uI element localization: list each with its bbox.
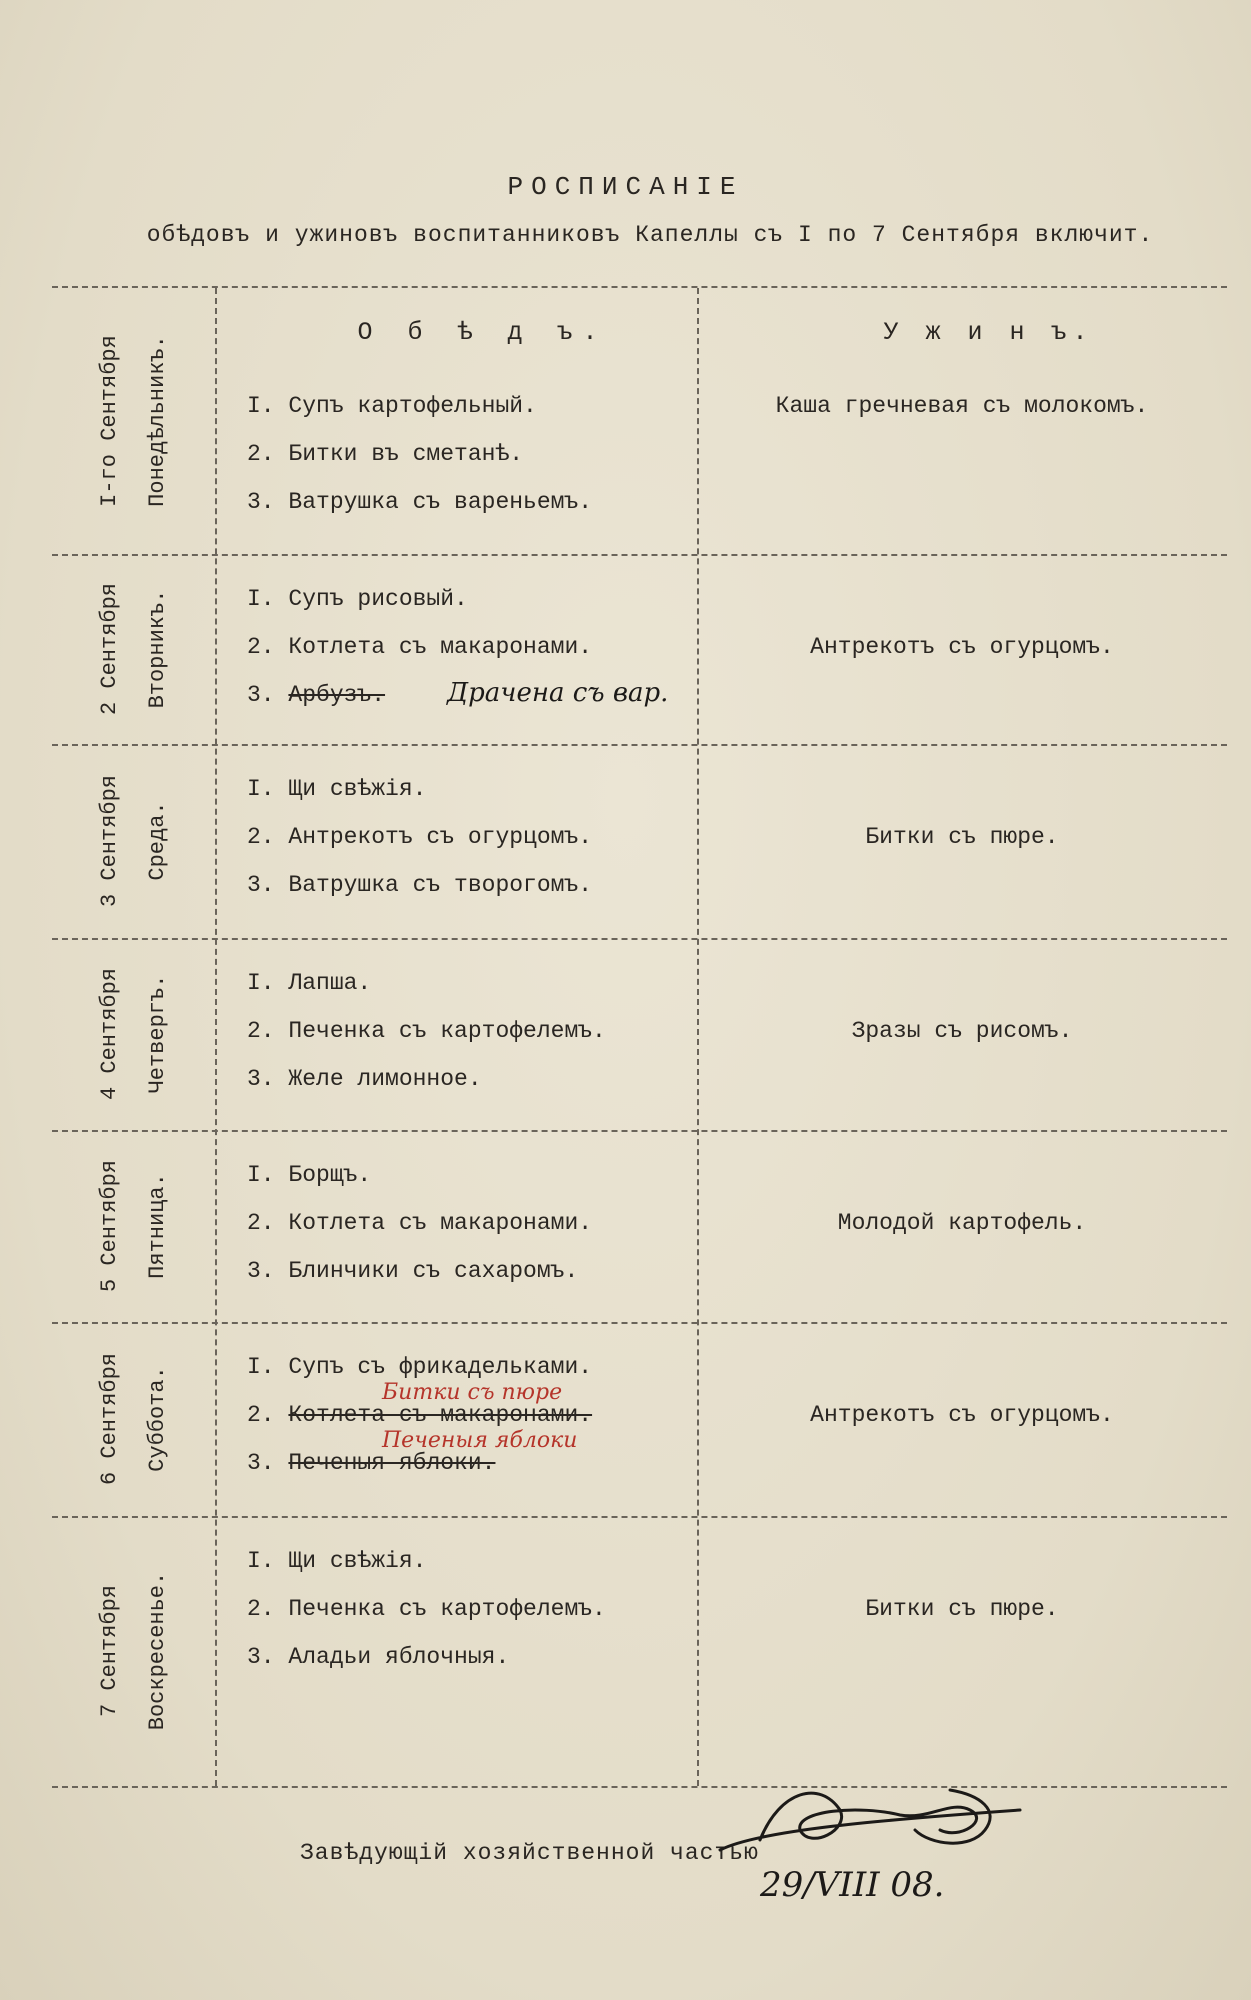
day-label — [86, 968, 182, 1100]
supper: Молодой картофель. — [837, 1210, 1087, 1236]
day-weekday: Пятница. — [144, 1173, 170, 1279]
supper: Антрекотъ съ огурцомъ. — [810, 634, 1114, 660]
dish-1: I. Щи свѣжія. — [247, 776, 427, 802]
day-cell — [52, 744, 215, 938]
header-lunch: О б ѣ д ъ. — [357, 318, 608, 347]
dish-1: I. Щи свѣжія. — [247, 1548, 427, 1574]
day-row-6 — [52, 1322, 1227, 1518]
dish-3: 3. Ватрушка съ творогомъ. — [247, 872, 593, 898]
struck-dish: Арбузъ. — [288, 682, 386, 708]
day-date: 7 Сентября — [96, 1584, 122, 1718]
handwritten-correction: Драчена съ вар. — [447, 678, 669, 708]
day-weekday: Понедѣльникъ. — [144, 335, 170, 507]
supper: Битки съ пюре. — [865, 824, 1059, 850]
dish-3: 3. Аладьи яблочныя. — [247, 1644, 510, 1670]
dish-1: I. Лапша. — [247, 970, 372, 996]
dish-2: 2. Битки въ сметанѣ. — [247, 441, 524, 467]
day-row-7 — [52, 1516, 1227, 1786]
dish-3: 3. Блинчики съ сахаромъ. — [247, 1258, 579, 1284]
dish-number: 2. — [247, 1402, 289, 1428]
handwritten-correction-red: Печеныя яблоки — [382, 1428, 578, 1453]
day-label — [86, 335, 182, 507]
day-date: 5 Сентября — [96, 1159, 122, 1293]
day-weekday: Среда. — [144, 801, 170, 881]
day-label — [86, 583, 182, 715]
dish-2: 2. Котлета съ макаронами. — [247, 634, 593, 660]
document-title: РОСПИСАНІЕ — [507, 172, 744, 202]
struck-dish: Печеныя яблоки. — [288, 1450, 496, 1476]
day-date: I-го Сентября — [96, 335, 122, 507]
day-label — [86, 1572, 182, 1730]
supper: Зразы съ рисомъ. — [851, 1018, 1073, 1044]
dish-3 — [247, 682, 385, 708]
dish-1: I. Супъ рисовый. — [247, 586, 468, 612]
day-weekday: Вторникъ. — [144, 589, 170, 709]
day-row-2 — [52, 554, 1227, 746]
day-cell — [52, 938, 215, 1130]
dish-2: 2. Антрекотъ съ огурцомъ. — [247, 824, 593, 850]
day-cell — [52, 288, 215, 554]
day-date: 6 Сентября — [96, 1352, 122, 1486]
signature-date: 29/VIII 08. — [760, 1865, 945, 1905]
day-date: 4 Сентября — [96, 967, 122, 1101]
document-subtitle: обѣдовъ и ужиновъ воспитанниковъ Капеллы съ I по 7 Сентября включит. — [146, 222, 1154, 248]
day-row-1 — [52, 288, 1227, 556]
handwritten-correction-red: Битки съ пюре — [382, 1380, 563, 1405]
supper: Антрекотъ съ огурцомъ. — [810, 1402, 1114, 1428]
dish-2: 2. Котлета съ макаронами. — [247, 1210, 593, 1236]
day-date: 3 Сентября — [96, 774, 122, 908]
dish-number: 3. — [247, 1450, 289, 1476]
day-row-4 — [52, 938, 1227, 1132]
day-weekday: Суббота. — [144, 1366, 170, 1472]
day-label — [86, 1160, 182, 1292]
dish-2: 2. Печенка съ картофелемъ. — [247, 1596, 606, 1622]
supper: Каша гречневая съ молокомъ. — [775, 393, 1149, 419]
dish-1: I. Борщъ. — [247, 1162, 372, 1188]
dish-3: 3. Желе лимонное. — [247, 1066, 482, 1092]
dish-3 — [247, 1450, 495, 1476]
dish-3: 3. Ватрушка съ вареньемъ. — [247, 489, 593, 515]
day-row-3 — [52, 744, 1227, 940]
supper: Битки съ пюре. — [865, 1596, 1059, 1622]
signature-scribble — [700, 1770, 1030, 1880]
struck-dish: Котлета съ макаронами. — [288, 1402, 593, 1428]
header-supper: У ж и н ъ. — [883, 318, 1094, 347]
day-row-5 — [52, 1130, 1227, 1324]
footer-signature-line: Завѣдующій хозяйственной частью — [300, 1840, 759, 1866]
day-weekday: Воскресенье. — [144, 1571, 170, 1731]
day-cell — [52, 1516, 215, 1786]
dish-2 — [247, 1402, 592, 1428]
dish-1: I. Супъ картофельный. — [247, 393, 537, 419]
day-label — [86, 775, 182, 907]
day-weekday: Четвергъ. — [144, 974, 170, 1094]
dish-2: 2. Печенка съ картофелемъ. — [247, 1018, 606, 1044]
dish-number: 3. — [247, 682, 289, 708]
day-date: 2 Сентября — [96, 582, 122, 716]
day-label — [86, 1353, 182, 1485]
day-cell — [52, 554, 215, 744]
day-cell — [52, 1130, 215, 1322]
dish-1: I. Супъ съ фрикадельками. — [247, 1354, 593, 1380]
day-cell — [52, 1322, 215, 1516]
menu-table — [52, 286, 1227, 1788]
